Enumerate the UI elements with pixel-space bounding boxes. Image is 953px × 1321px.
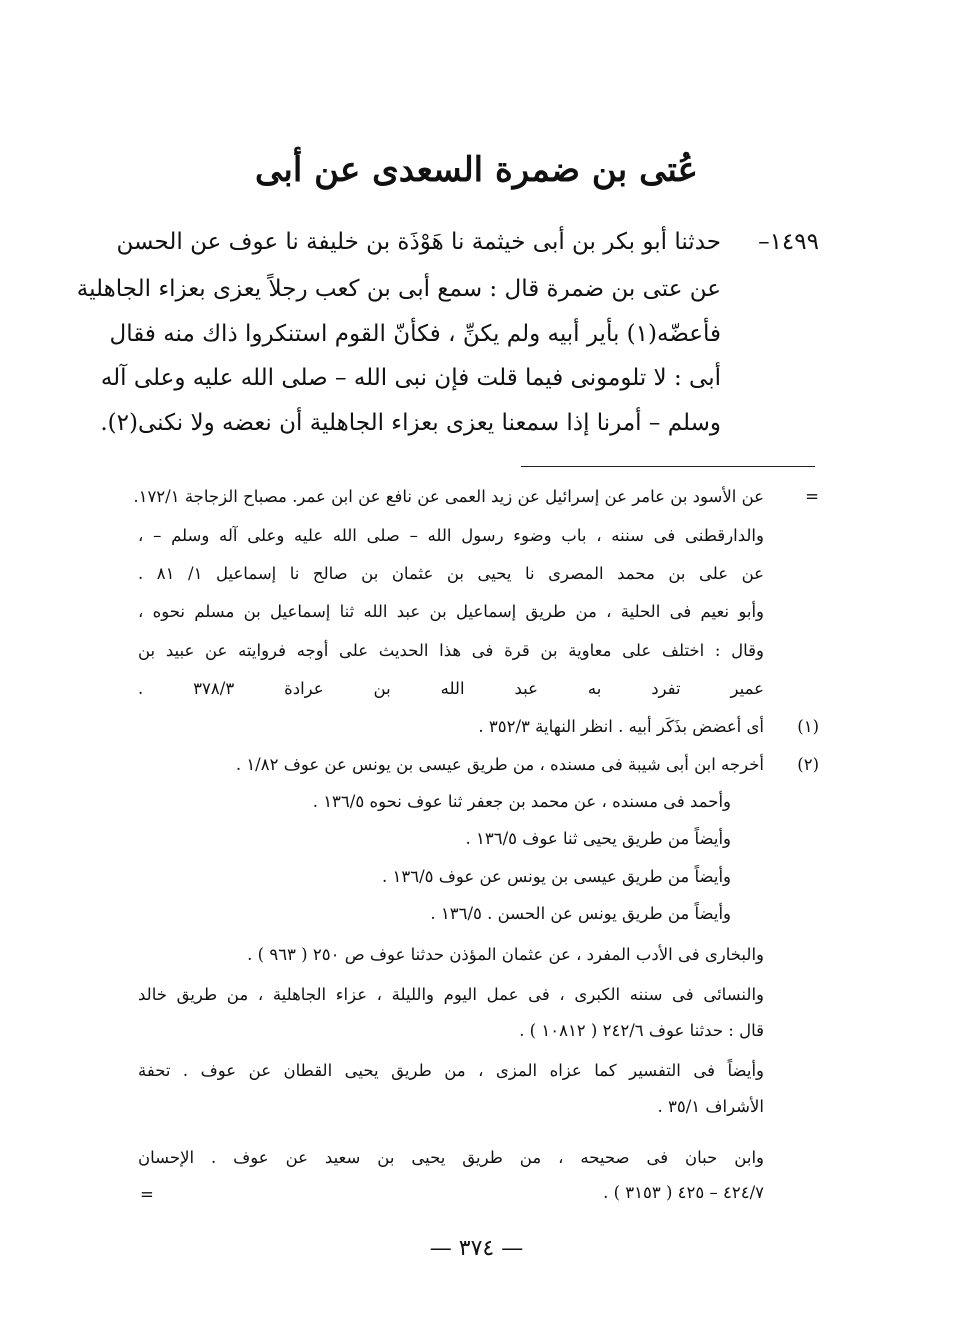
footnote-1-text: أى أعضض بذَكَر أبيه . انظر النهاية ٣٥٢/٣ . <box>478 717 764 736</box>
footnote-line: وقال : اختلف على معاوية بن قرة فى هذا الحديث على أوجه فروايته عن عبيد بن <box>138 641 764 660</box>
hadith-line: أبى : لا تلومونى فيما قلت فإن نبى الله – صلى الله عليه وعلى آله <box>100 365 721 391</box>
footnote-line: وأيضاً من طريق يونس عن الحسن . ١٣٦/٥ . <box>430 904 731 923</box>
hadith-line: عن عتى بن ضمرة قال : سمع أبى بن كعب رجلاً يعزى بعزاء الجاهلية <box>76 276 721 302</box>
footnote-divider <box>521 466 815 467</box>
continuation-marker: = <box>805 487 819 506</box>
footnote-line: وأيضاً من طريق عيسى بن يونس عن عوف ١٣٦/٥ . <box>381 867 731 886</box>
footnote-1-marker: (١) <box>797 717 819 736</box>
footnote-line: وأيضاً فى التفسير كما عزاه المزى ، من طريق يحيى القطان عن عوف . تحفة <box>138 1061 764 1080</box>
footnote-line: وأيضاً من طريق يحيى ثنا عوف ١٣٦/٥ . <box>465 829 731 848</box>
hadith-line: وسلم – أمرنا إذا سمعنا يعزى بعزاء الجاهلية أن نعضه ولا نكنى(٢). <box>100 410 721 436</box>
footnote-line: عمير تفرد به عبد الله بن عرادة ٣٧٨/٣ . <box>138 679 764 698</box>
hadith-number: ١٤٩٩– <box>758 229 819 255</box>
footnote-line: وابن حبان فى صحيحه ، من طريق يحيى بن سعيد عن عوف . الإحسان <box>138 1148 764 1167</box>
chapter-title: عُتى بن ضمرة السعدى عن أبى <box>255 150 698 190</box>
footnote-line: والنسائى فى سننه الكبرى ، فى عمل اليوم والليلة ، عزاء الجاهلية ، من طريق خالد <box>138 985 764 1004</box>
footnote-2-marker: (٢) <box>797 755 819 774</box>
hadith-line: حدثنا أبو بكر بن أبى خيثمة نا هَوْذَة بن خليفة نا عوف عن الحسن <box>116 229 721 255</box>
hadith-line: فأعضّه(١) بأير أبيه ولم يكنِّ ، فكأنّ القوم استنكروا ذاك منه فقال <box>109 321 721 347</box>
footnote-line: وأبو نعيم فى الحلية ، من طريق إسماعيل بن عبد الله ثنا إسماعيل بن مسلم نحوه ، <box>138 602 764 621</box>
footnote-line: وأحمد فى مسنده ، عن محمد بن جعفر ثنا عوف نحوه ١٣٦/٥ . <box>312 792 731 811</box>
footnote-line: أخرجه ابن أبى شيبة فى مسنده ، من طريق عيسى بن يونس عن عوف ١/٨٢ . <box>235 755 764 774</box>
page-number: — ٣٧٤ — <box>429 1236 524 1261</box>
continuation-end-marker: = <box>140 1185 154 1204</box>
footnote-line: عن على بن محمد المصرى نا يحيى بن عثمان بن صالح نا إسماعيل ١/ ٨١ . <box>138 564 764 583</box>
footnote-line: قال : حدثنا عوف ٢٤٢/٦ ( ١٠٨١٢ ) . <box>519 1021 764 1040</box>
footnote-line: الأشراف ٣٥/١ . <box>657 1097 764 1116</box>
footnote-line: والدارقطنى فى سننه ، باب وضوء رسول الله – صلى الله عليه وعلى آله وسلم – ، <box>138 526 764 545</box>
footnote-line: والبخارى فى الأدب المفرد ، عن عثمان المؤذن حدثنا عوف ص ٢٥٠ ( ٩٦٣ ) . <box>247 945 764 964</box>
footnote-line: ٤٢٤/٧ – ٤٢٥ ( ٣١٥٣ ) . <box>603 1183 764 1202</box>
footnote-line: عن الأسود بن عامر عن إسرائيل عن زيد العمى عن نافع عن ابن عمر. مصباح الزجاجة ١٧٢/١. <box>133 487 764 506</box>
